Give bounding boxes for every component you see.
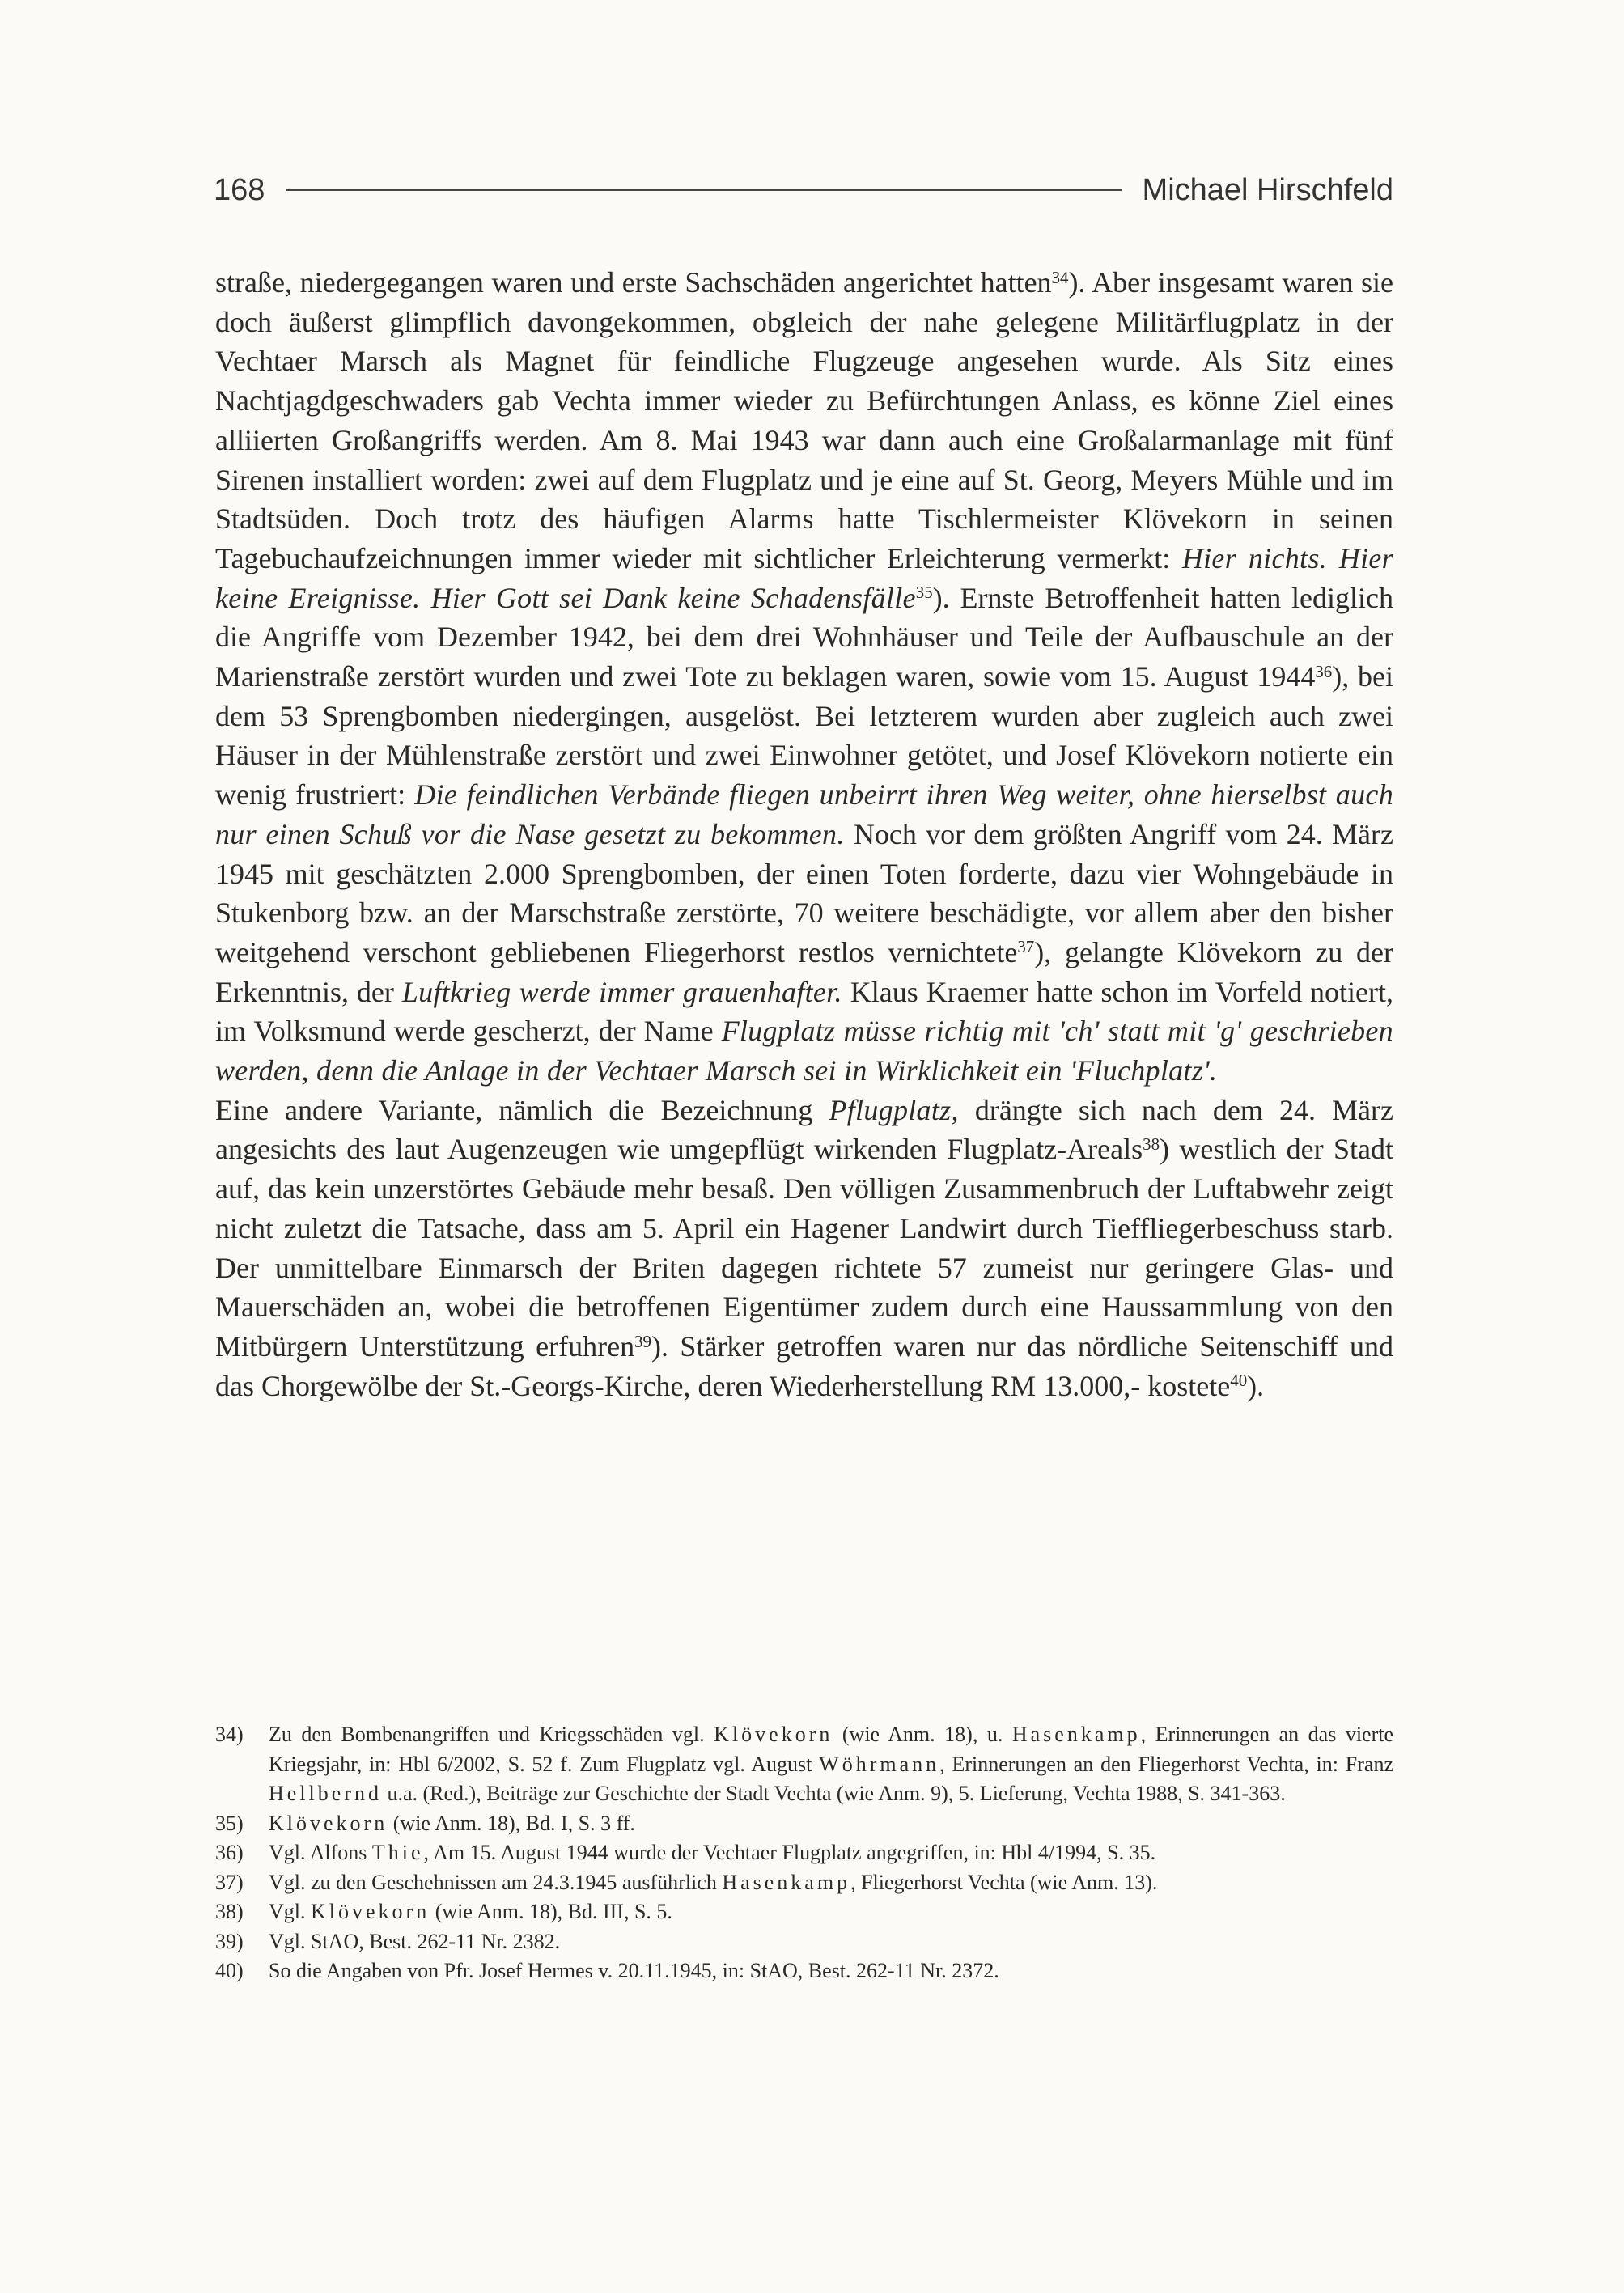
footnote-34 xyxy=(215,1720,1393,1809)
author-name: Hasenkamp xyxy=(1011,1723,1141,1746)
text-run: (wie Anm. 18), u. xyxy=(833,1723,1012,1746)
quote-italic: Die feindlichen Verbände fliegen unbeirrt ihren Weg weiter, ohne hierselbst auch nur einen Schuß vor die Nase gesetzt zu bekommen. xyxy=(215,778,1393,850)
author-name: Hellbernd xyxy=(269,1782,382,1805)
footnote-39 xyxy=(215,1927,1393,1957)
author-name: Klövekorn xyxy=(714,1723,833,1746)
footnote-text xyxy=(269,1868,1393,1898)
footnote-ref-38: 38 xyxy=(1143,1134,1160,1154)
text-run: , Erinnerungen an das vierte Kriegsjahr, in: Hbl 6/2002, S. 52 f. Zum Flugplatz vgl. August xyxy=(269,1723,1394,1776)
footnote-text xyxy=(269,1897,1393,1927)
footnote-text xyxy=(269,1809,1393,1839)
footnote-number: 36) xyxy=(215,1841,244,1864)
text-run: ), bei dem 53 Sprengbomben niedergingen, ausgelöst. Bei letzterem wurden aber zugleich auch zwei Häuser in der Mühlenstraße zerstört und zwei Einwohner getötet, und Josef Klövekorn notierte ein wenig frustriert: xyxy=(215,660,1394,812)
footnote-number: 39) xyxy=(215,1929,244,1953)
text-run: (wie Anm. 18), Bd. III, S. 5. xyxy=(430,1900,672,1923)
text-run: (wie Anm. 18), Bd. I, S. 3 ff. xyxy=(388,1811,635,1835)
footnote-text xyxy=(269,1838,1393,1868)
footnote-ref-35: 35 xyxy=(915,583,933,603)
text-run: , Erinnerungen an den Fliegerhorst Vechta, in: Franz xyxy=(939,1752,1393,1776)
body-text xyxy=(215,263,1393,1405)
author-name: Hasenkamp xyxy=(722,1870,851,1894)
footnote-text xyxy=(269,1720,1393,1809)
footnote-36 xyxy=(215,1838,1393,1868)
text-run: ). Aber insgesamt waren sie doch äußerst glimpflich davongekommen, obgleich der nahe gelegene Militärflugplatz in der Vechtaer Marsch als Magnet für feindliche Flugzeuge angesehen wurde. Als Sitz eines Nachtjagdgeschwaders gab Vechta immer wieder zu Befürchtungen Anlass, es könne Ziel eines alliierten Großangriffs werden. Am 8. Mai 1943 war dann auch eine Großalarmanlage mit fünf Sirenen installiert worden: zwei auf dem Flugplatz und je eine auf St. Georg, Meyers Mühle und im Stadtsüden. Doch trotz des häufigen Alarms hatte Tischlermeister Klövekorn in seinen Tagebuchaufzeichnungen immer wieder mit sichtlicher Erleichterung vermerkt: xyxy=(215,266,1393,574)
text-run: ). xyxy=(1247,1369,1265,1402)
paragraph-1 xyxy=(215,263,1393,1091)
text-run: , Am 15. August 1944 wurde der Vechtaer Flugplatz angegriffen, in: Hbl 4/1994, S. 35. xyxy=(423,1841,1156,1864)
text-run: ), gelangte Klövekorn zu der Erkenntnis, der xyxy=(215,935,1394,1008)
text-run: Zu den Bombenangriffen und Kriegsschäden vgl. xyxy=(269,1723,714,1746)
running-author: Michael Hirschfeld xyxy=(1142,172,1393,207)
footnote-ref-37: 37 xyxy=(1017,937,1035,957)
text-run: Vgl. zu den Geschehnissen am 24.3.1945 ausführlich xyxy=(269,1870,723,1894)
text-run: ) westlich der Stadt auf, das kein unzerstörtes Gebäude mehr besaß. Den völligen Zusammenbruch der Luftabwehr zeigt nicht zuletzt die Tatsache, dass am 5. April ein Hagener Landwirt durch Tieffliegerbeschuss starb. Der unmittelbare Einmarsch der Briten dagegen richtete 57 zumeist nur geringere Glas- und Mauerschäden an, wobei die betroffenen Eigentümer zudem durch eine Haussammlung von den Mitbürgern Unterstützung erfuhren xyxy=(215,1133,1393,1363)
footnote-38 xyxy=(215,1897,1393,1927)
text-run: Noch vor dem größten Angriff vom 24. März 1945 mit geschätzten 2.000 Sprengbomben, der einen Toten forderte, dazu vier Wohngebäude in Stukenborg bzw. an der Marschstraße zerstörte, 70 weitere beschädigte, vor allem aber den bisher weitgehend verschont gebliebenen Fliegerhorst restlos vernichtete xyxy=(215,817,1393,968)
quote-italic: Luftkrieg werde immer grauenhafter. xyxy=(401,975,842,1008)
footnote-number: 35) xyxy=(215,1811,244,1835)
running-header xyxy=(214,166,1393,214)
quote-italic: Flugplatz müsse richtig mit 'ch' statt mit 'g' geschrieben werden, denn die Anlage in der Vechtaer Marsch sei in Wirklichkeit ein 'Fluchplatz'. xyxy=(215,1015,1393,1087)
text-run: ). Stärker getroffen waren nur das nördliche Seitenschiff und das Chorgewölbe der St.-Georgs-Kirche, deren Wiederherstellung RM 13.000,- kostete xyxy=(215,1329,1393,1402)
text-run: Vgl. Alfons xyxy=(269,1841,372,1864)
text-run: ). Ernste Betroffenheit hatten lediglich die Angriffe vom Dezember 1942, bei dem drei Wohnhäuser und Teile der Aufbauschule an der Marienstraße zerstört wurden und zwei Tote zu beklagen waren, sowie vom 15. August 1944 xyxy=(215,581,1393,693)
quote-italic: Hier nichts. Hier keine Ereignisse. Hier Gott sei Dank keine Schadensfälle xyxy=(215,541,1393,614)
footnote-ref-34: 34 xyxy=(1051,267,1069,287)
footnote-ref-36: 36 xyxy=(1315,661,1333,681)
footnote-37 xyxy=(215,1868,1393,1898)
footnote-text xyxy=(269,1956,1393,1986)
text-run: u.a. (Red.), Beiträge zur Geschichte der Stadt Vechta (wie Anm. 9), 5. Lieferung, Vechta 1988, S. 341-363. xyxy=(381,1782,1286,1805)
author-name: Klövekorn xyxy=(269,1811,388,1835)
footnote-text xyxy=(269,1927,1393,1957)
text-run: Eine andere Variante, nämlich die Bezeichnung xyxy=(215,1093,829,1126)
text-run: Vgl. StAO, Best. 262-11 Nr. 2382. xyxy=(269,1929,561,1953)
text-run: Vgl. xyxy=(269,1900,311,1923)
page-number: 168 xyxy=(214,172,265,207)
footnote-35 xyxy=(215,1809,1393,1839)
quote-italic: Pflugplatz, xyxy=(829,1093,959,1126)
footnote-ref-40: 40 xyxy=(1230,1371,1248,1391)
footnotes xyxy=(215,1720,1393,1986)
text-run: So die Angaben von Pfr. Josef Hermes v. 20.11.1945, in: StAO, Best. 262-11 Nr. 2372. xyxy=(269,1959,999,1982)
author-name: Klövekorn xyxy=(311,1900,430,1923)
footnote-40 xyxy=(215,1956,1393,1986)
text-run: straße, niedergegangen waren und erste Sachschäden angerichtet hatten xyxy=(215,266,1052,299)
text-run: Klaus Kraemer hatte schon im Vorfeld notiert, im Volksmund werde gescherzt, der Name xyxy=(215,975,1393,1048)
text-run: drängte sich nach dem 24. März angesichts des laut Augenzeugen wie umgepflügt wirkenden Flugplatz-Areals xyxy=(215,1093,1393,1166)
footnote-number: 37) xyxy=(215,1870,244,1894)
author-name: Thie xyxy=(371,1841,424,1864)
footnote-number: 38) xyxy=(215,1900,244,1923)
paragraph-2 xyxy=(215,1091,1393,1406)
header-rule xyxy=(286,189,1121,191)
footnote-number: 40) xyxy=(215,1959,244,1982)
footnote-number: 34) xyxy=(215,1723,244,1746)
footnote-ref-39: 39 xyxy=(634,1331,651,1351)
author-name: Wöhrmann xyxy=(819,1752,940,1776)
text-run: , Fliegerhorst Vechta (wie Anm. 13). xyxy=(850,1870,1158,1894)
